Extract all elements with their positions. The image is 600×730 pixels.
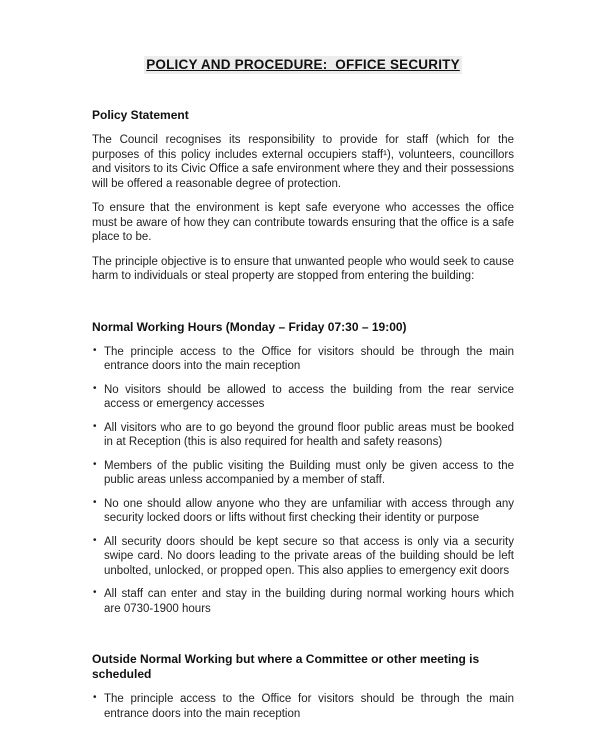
list-item xyxy=(92,421,514,450)
policy-paragraph: The principle objective is to ensure that unwanted people who would seek to cause harm to individuals or steal property are stopped from entering the building: xyxy=(92,255,514,282)
list-item-text: All security doors should be kept secure so that access is only via a security swipe card. No doors leading to the private areas of the building should be left unbolted, unlocked, or propped open. This also applies to emergency exit doors xyxy=(104,535,514,577)
list-item xyxy=(92,459,514,488)
list-item-text: All staff can enter and stay in the building during normal working hours which are 0730-1900 hours xyxy=(104,588,514,615)
bullet-icon: • xyxy=(93,496,97,508)
section-heading-normal-working-hours: Normal Working Hours (Monday – Friday 07:30 – 19:00) xyxy=(92,319,407,334)
list-item xyxy=(92,497,514,526)
bullet-icon: • xyxy=(93,344,97,356)
section-policy-statement xyxy=(92,108,514,284)
section-normal-working-hours xyxy=(92,320,514,617)
document-header xyxy=(92,56,514,74)
section-heading-outside-normal-working: Outside Normal Working but where a Committee or other meeting is scheduled xyxy=(92,652,480,681)
list-item xyxy=(92,587,514,616)
list-item xyxy=(92,692,514,721)
list-item-text: The principle access to the Office for visitors should be through the main entrance doors into the main reception xyxy=(104,345,514,372)
section-outside-normal-working xyxy=(92,652,514,721)
policy-paragraph: The Council recognises its responsibility to provide for staff (which for the purposes of this policy includes external occupiers staff¹), volunteers, councillors and visitors to its Civic Office a safe environment where they and their possessions will be offered a reasonable degree of protection. xyxy=(92,134,514,190)
bullet-icon: • xyxy=(93,458,97,470)
list-item-text: All visitors who are to go beyond the ground floor public areas must be booked in at Reception (this is also required for health and safety reasons) xyxy=(104,421,514,448)
section-heading-policy-statement: Policy Statement xyxy=(92,108,189,122)
normal-working-hours-bullet-list xyxy=(92,345,514,617)
list-item-text: Members of the public visiting the Building must only be given access to the public areas unless accompanied by a member of staff. xyxy=(104,459,514,486)
list-item xyxy=(92,535,514,579)
list-item-text: No visitors should be allowed to access the building from the rear service access or emergency accesses xyxy=(104,383,514,410)
list-item-text: The principle access to the Office for visitors should be through the main entrance doors into the main reception xyxy=(104,693,514,720)
bullet-icon: • xyxy=(93,692,97,703)
bullet-icon: • xyxy=(93,534,97,546)
list-item-text: No one should allow anyone who they are unfamiliar with access through any security locked doors or lifts without first checking their identity or purpose xyxy=(104,497,514,524)
list-item xyxy=(92,383,514,412)
list-item xyxy=(92,345,514,374)
outside-normal-working-bullet-list xyxy=(92,692,514,721)
policy-paragraph: To ensure that the environment is kept safe everyone who accesses the office must be aware of how they can contribute towards ensuring that the office is a safe place to be. xyxy=(92,202,514,243)
bullet-icon: • xyxy=(93,587,97,598)
bullet-icon: • xyxy=(93,420,97,432)
bullet-icon: • xyxy=(93,382,97,394)
document-title: POLICY AND PROCEDURE: OFFICE SECURITY xyxy=(146,57,460,72)
